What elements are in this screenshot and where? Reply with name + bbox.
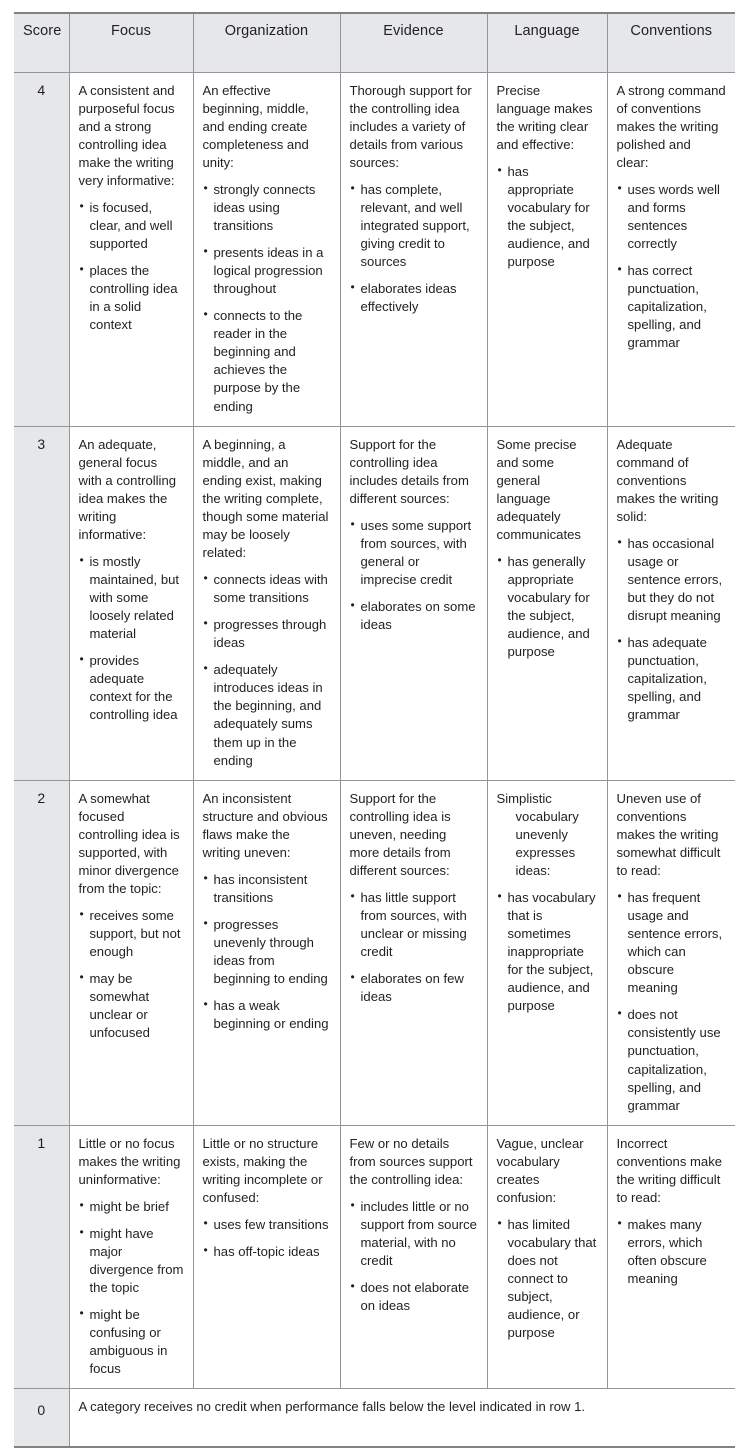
criterion-lead-text: Support for the controlling idea is uneven, needing more details from different sources: — [349, 790, 451, 878]
criterion-bullet-list — [497, 889, 598, 1015]
criterion-cell-language — [487, 1125, 607, 1389]
criterion-bullet-list — [203, 871, 331, 1034]
score-cell: 2 — [14, 780, 69, 1125]
criterion-bullet-list — [617, 1216, 727, 1288]
criterion-bullet-item: • might be brief — [79, 1198, 184, 1216]
table-row — [14, 72, 735, 426]
criterion-cell-focus — [69, 780, 193, 1125]
criterion-bullet-item: • elaborates ideas effectively — [350, 280, 478, 316]
criterion-bullet-item: • has a weak beginning or ending — [203, 997, 331, 1033]
criterion-lead-text: A somewhat focused controlling idea is supported, with minor divergence from the topic: — [78, 790, 180, 896]
criterion-bullet-list — [79, 199, 184, 334]
criterion-bullet-item: • connects to the reader in the beginning and achieves the purpose by the ending — [203, 307, 331, 415]
score-cell: 3 — [14, 426, 69, 780]
criterion-bullet-item: • may be somewhat unclear or unfocused — [79, 970, 184, 1042]
criterion-lead-text: Thorough support for the controlling idea includes a variety of details from various sources: — [349, 82, 472, 170]
criterion-bullet-item: • has frequent usage and sentence errors, which can obscure meaning — [617, 889, 727, 997]
criterion-bullet-item: • is focused, clear, and well supported — [79, 199, 184, 253]
criterion-cell-language — [487, 72, 607, 426]
criterion-bullet-item: • uses some support from sources, with general or imprecise credit — [350, 517, 478, 589]
criterion-bullet-list — [79, 907, 184, 1042]
criterion-cell-organization — [193, 1125, 340, 1389]
criterion-bullet-item: • places the controlling idea in a solid context — [79, 262, 184, 334]
criterion-bullet-item: • has adequate punctuation, capitalization, spelling, and grammar — [617, 634, 727, 724]
no-credit-statement: A category receives no credit when performance falls below the level indicated in row 1. — [69, 1389, 735, 1448]
column-header-evidence: Evidence — [340, 13, 487, 72]
criterion-bullet-item: • has complete, relevant, and well integrated support, giving credit to sources — [350, 181, 478, 271]
criterion-bullet-item: • has vocabulary that is sometimes inappropriate for the subject, audience, and purpose — [497, 889, 598, 1015]
criterion-bullet-list — [350, 1198, 478, 1315]
criterion-lead-text: Uneven use of conventions makes the writing somewhat difficult to read: — [616, 790, 721, 878]
criterion-bullet-item: • might have major divergence from the topic — [79, 1225, 184, 1297]
criterion-bullet-list — [497, 163, 598, 271]
criterion-bullet-item: • progresses unevenly through ideas from beginning to ending — [203, 916, 331, 988]
criterion-cell-language — [487, 426, 607, 780]
criterion-bullet-item: • has limited vocabulary that does not connect to subject, audience, or purpose — [497, 1216, 598, 1342]
table-row — [14, 1125, 735, 1389]
criterion-bullet-item: • elaborates on few ideas — [350, 970, 478, 1006]
column-header-language: Language — [487, 13, 607, 72]
criterion-cell-organization — [193, 426, 340, 780]
criterion-lead-text: A beginning, a middle, and an ending exist, making the writing complete, though some material may be loosely related: — [202, 436, 329, 560]
table-header — [14, 13, 735, 72]
criterion-bullet-item: • is mostly maintained, but with some loosely related material — [79, 553, 184, 643]
criterion-bullet-list — [203, 181, 331, 416]
table-row — [14, 426, 735, 780]
criterion-bullet-list — [79, 553, 184, 725]
criterion-bullet-item: • has little support from sources, with unclear or missing credit — [350, 889, 478, 961]
column-header-organization: Organization — [193, 13, 340, 72]
criterion-cell-conventions — [607, 1125, 735, 1389]
criterion-cell-focus — [69, 1125, 193, 1389]
criterion-cell-organization — [193, 72, 340, 426]
criterion-lead-text: Simplistic vocabulary unevenly expresses ideas: — [496, 790, 579, 878]
score-cell: 1 — [14, 1125, 69, 1389]
criterion-cell-language — [487, 780, 607, 1125]
score-cell: 0 — [14, 1389, 69, 1448]
criterion-cell-conventions — [607, 780, 735, 1125]
criterion-bullet-item: • has correct punctuation, capitalization, spelling, and grammar — [617, 262, 727, 352]
table-row — [14, 780, 735, 1125]
criterion-bullet-item: • elaborates on some ideas — [350, 598, 478, 634]
criterion-lead-text: Little or no focus makes the writing uninformative: — [78, 1135, 181, 1187]
criterion-bullet-item: • uses words well and forms sentences correctly — [617, 181, 727, 253]
criterion-bullet-list — [350, 181, 478, 316]
criterion-cell-focus — [69, 426, 193, 780]
criterion-bullet-list — [350, 517, 478, 634]
criterion-bullet-item: • adequately introduces ideas in the beginning, and adequately sums them up in the ending — [203, 661, 331, 769]
criterion-cell-evidence — [340, 72, 487, 426]
criterion-bullet-item: • has appropriate vocabulary for the subject, audience, and purpose — [497, 163, 598, 271]
criterion-cell-evidence — [340, 426, 487, 780]
criterion-bullet-list — [497, 553, 598, 661]
table-body — [14, 72, 735, 1447]
criterion-bullet-item: • has generally appropriate vocabulary for the subject, audience, and purpose — [497, 553, 598, 661]
criterion-bullet-item: • might be confusing or ambiguous in focus — [79, 1306, 184, 1378]
criterion-lead-text: Vague, unclear vocabulary creates confusion: — [496, 1135, 584, 1205]
criterion-bullet-item: • makes many errors, which often obscure meaning — [617, 1216, 727, 1288]
criterion-bullet-list — [497, 1216, 598, 1342]
criterion-lead-text: An effective beginning, middle, and ending create completeness and unity: — [202, 82, 309, 170]
criterion-bullet-item: • does not consistently use punctuation, capitalization, spelling, and grammar — [617, 1006, 727, 1114]
criterion-bullet-item: • includes little or no support from source material, with no credit — [350, 1198, 478, 1270]
criterion-lead-text: A consistent and purposeful focus and a strong controlling idea make the writing very informative: — [78, 82, 175, 188]
criterion-bullet-list — [617, 181, 727, 353]
criterion-bullet-list — [203, 1216, 331, 1261]
criterion-bullet-item: • uses few transitions — [203, 1216, 331, 1234]
criterion-bullet-list — [79, 1198, 184, 1379]
writing-rubric-table — [14, 12, 735, 1448]
column-header-focus: Focus — [69, 13, 193, 72]
criterion-bullet-item: • has inconsistent transitions — [203, 871, 331, 907]
criterion-cell-conventions — [607, 426, 735, 780]
criterion-cell-organization — [193, 780, 340, 1125]
criterion-cell-evidence — [340, 1125, 487, 1389]
header-row — [14, 13, 735, 72]
criterion-cell-evidence — [340, 780, 487, 1125]
criterion-bullet-list — [617, 535, 727, 725]
criterion-cell-conventions — [607, 72, 735, 426]
criterion-bullet-item: • provides adequate context for the controlling idea — [79, 652, 184, 724]
criterion-bullet-list — [617, 889, 727, 1115]
column-header-score: Score — [14, 13, 69, 72]
score-cell: 4 — [14, 72, 69, 426]
table-row-final — [14, 1389, 735, 1448]
criterion-bullet-item: • connects ideas with some transitions — [203, 571, 331, 607]
criterion-bullet-list — [203, 571, 331, 770]
criterion-bullet-item: • has occasional usage or sentence errors, but they do not disrupt meaning — [617, 535, 727, 625]
column-header-conventions: Conventions — [607, 13, 735, 72]
criterion-bullet-item: • receives some support, but not enough — [79, 907, 184, 961]
criterion-lead-text: An inconsistent structure and obvious flaws make the writing uneven: — [202, 790, 328, 860]
criterion-bullet-item: • presents ideas in a logical progression throughout — [203, 244, 331, 298]
criterion-bullet-item: • progresses through ideas — [203, 616, 331, 652]
criterion-lead-text: An adequate, general focus with a controlling idea makes the writing informative: — [78, 436, 177, 542]
criterion-bullet-item: • does not elaborate on ideas — [350, 1279, 478, 1315]
criterion-lead-text: Incorrect conventions make the writing difficult to read: — [616, 1135, 723, 1205]
criterion-lead-text: Little or no structure exists, making the writing incomplete or confused: — [202, 1135, 323, 1205]
criterion-bullet-item: • strongly connects ideas using transitions — [203, 181, 331, 235]
criterion-bullet-item: • has off-topic ideas — [203, 1243, 331, 1261]
criterion-lead-text: Some precise and some general language adequately communicates — [496, 436, 581, 542]
criterion-lead-text: Adequate command of conventions makes the writing solid: — [616, 436, 719, 524]
criterion-cell-focus — [69, 72, 193, 426]
criterion-lead-text: Support for the controlling idea includes details from different sources: — [349, 436, 469, 506]
criterion-lead-text: Precise language makes the writing clear and effective: — [496, 82, 593, 152]
criterion-bullet-list — [350, 889, 478, 1006]
criterion-lead-text: Few or no details from sources support the controlling idea: — [349, 1135, 473, 1187]
criterion-lead-text: A strong command of conventions makes the writing polished and clear: — [616, 82, 726, 170]
